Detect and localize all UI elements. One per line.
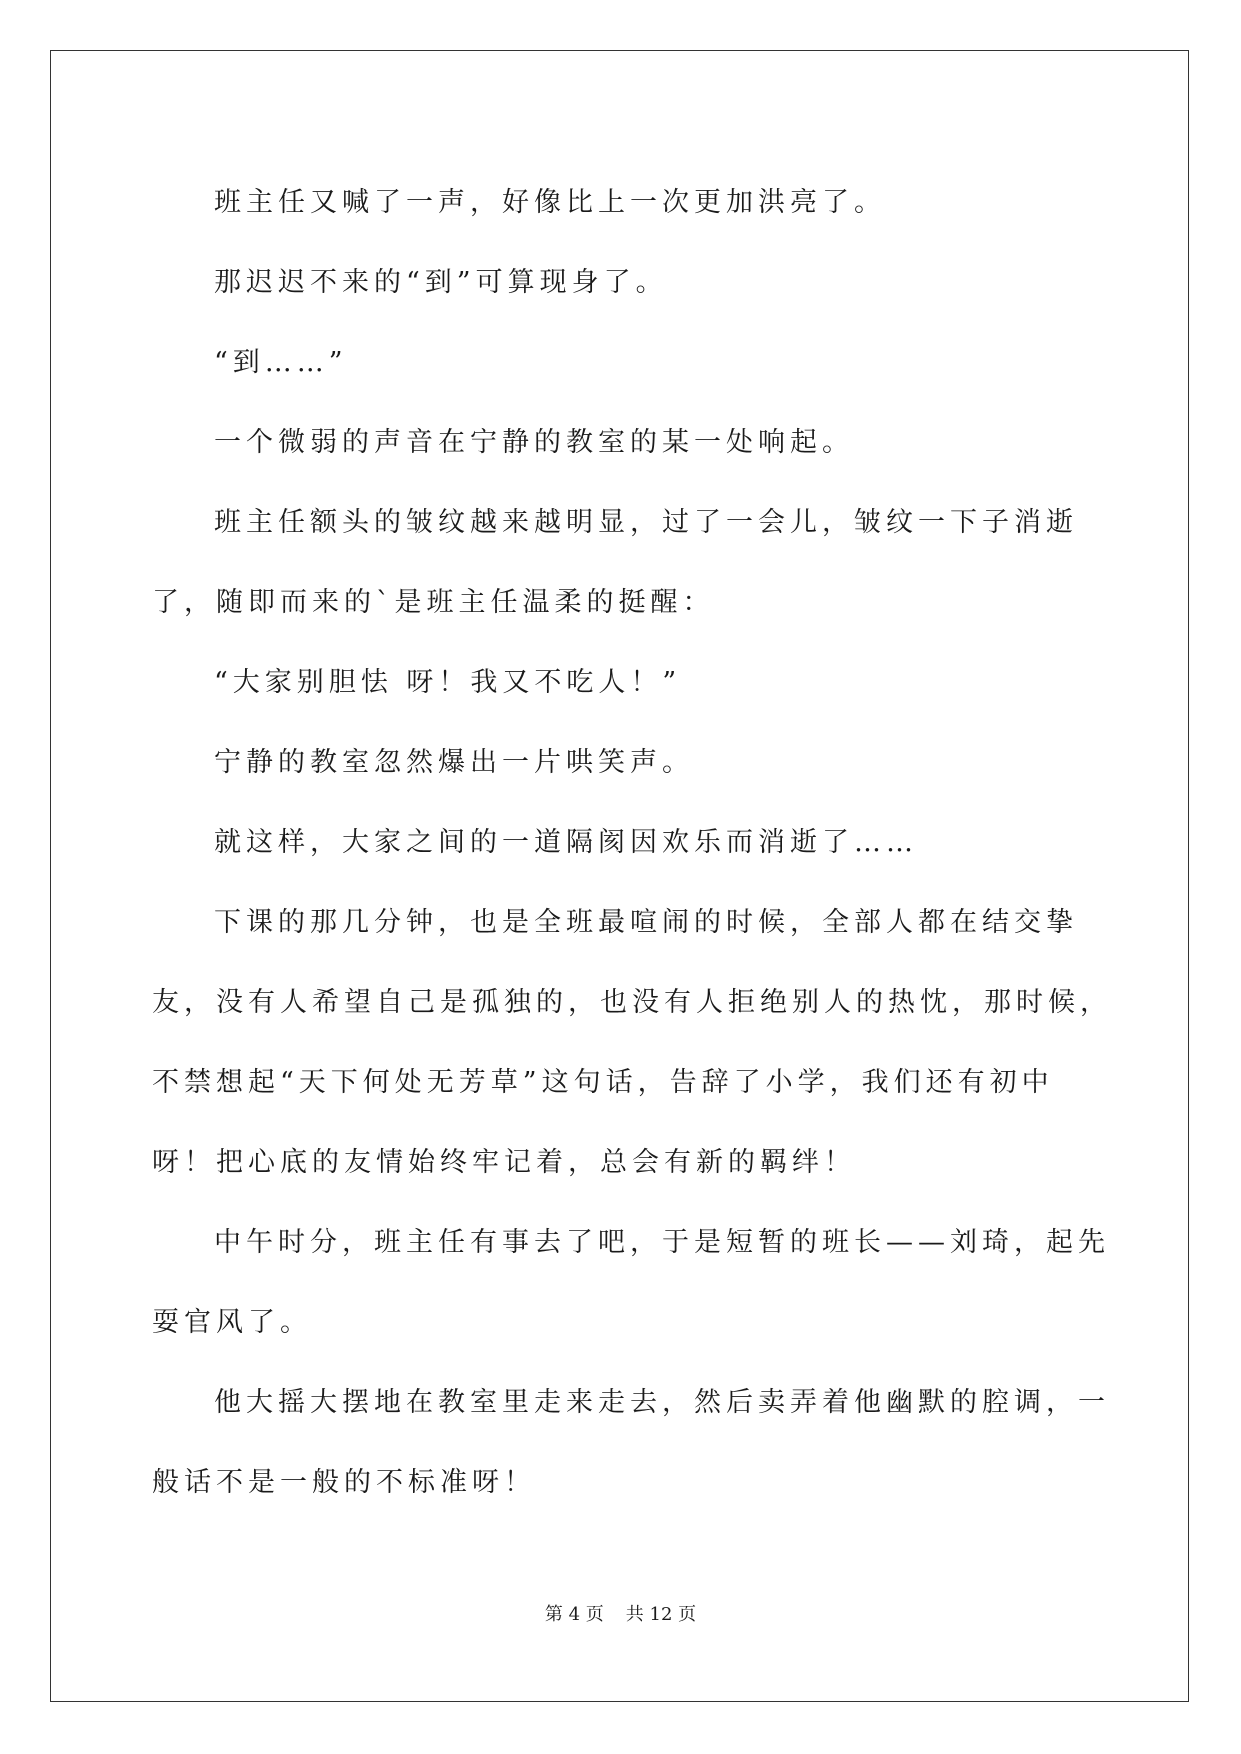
paragraph: “大家别胆怯 呀！我又不吃人！” (214, 667, 682, 698)
paragraph: 一个微弱的声音在宁静的教室的某一处响起。 (214, 427, 854, 458)
paragraph: “到……” (214, 347, 348, 378)
paragraph: 下课的那几分钟，也是全班最喧闹的时候，全部人都在结交挚友，没有人希望自己是孤独的，也没有人拒绝别人的热忱，那时候，不禁想起“天下何处无芳草”这句话，告辞了小学，我们还有初中呀！把心底的友情始终牢记着，总会有新的羁绊！ (152, 907, 1112, 1178)
document-body (152, 163, 1112, 1523)
page-total: 共 12 页 (625, 1604, 697, 1625)
paragraph: 宁静的教室忽然爆出一片哄笑声。 (214, 747, 694, 778)
paragraph: 中午时分，班主任有事去了吧，于是短暂的班长——刘琦，起先耍官风了。 (152, 1227, 1110, 1338)
paragraph: 那迟迟不来的“到”可算现身了。 (214, 267, 668, 298)
page-footer (0, 1600, 1241, 1626)
paragraph: 就这样，大家之间的一道隔阂因欢乐而消逝了…… (214, 827, 918, 858)
page-number: 第 4 页 (544, 1604, 604, 1625)
paragraph: 班主任额头的皱纹越来越明显，过了一会儿，皱纹一下子消逝了，随即而来的`是班主任温柔的挺醒： (152, 507, 1078, 618)
paragraph: 他大摇大摆地在教室里走来走去，然后卖弄着他幽默的腔调，一般话不是一般的不标准呀！ (152, 1387, 1110, 1498)
paragraph: 班主任又喊了一声，好像比上一次更加洪亮了。 (214, 187, 886, 218)
